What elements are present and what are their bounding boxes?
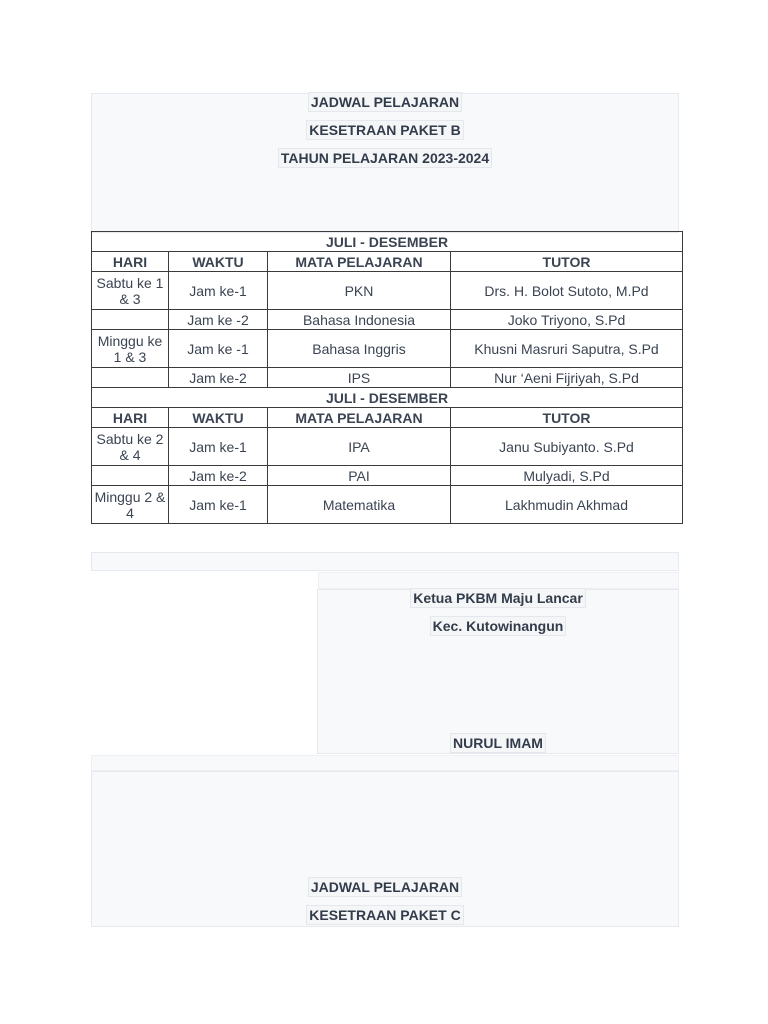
cell-hari: Sabtu ke 1 & 3: [92, 272, 169, 310]
cell-mapel: Bahasa Inggris: [268, 330, 451, 368]
cell-hari: Minggu 2 & 4: [92, 486, 169, 524]
cell-waktu: Jam ke -1: [169, 330, 268, 368]
cell-hari: [92, 368, 169, 388]
header-c-title: JADWAL PELAJARAN: [92, 879, 678, 895]
table-row: [92, 368, 683, 388]
cell-tutor: Mulyadi, S.Pd: [451, 466, 683, 486]
cell-mapel: Matematika: [268, 486, 451, 524]
table-row: [92, 272, 683, 310]
signature-name: NURUL IMAM: [318, 735, 678, 751]
header-c-block: [91, 771, 679, 927]
cell-waktu: Jam ke-2: [169, 466, 268, 486]
header-row: [92, 408, 683, 428]
cell-hari: [92, 310, 169, 330]
period-row: [92, 232, 683, 252]
col-mapel: MATA PELAJARAN: [268, 408, 451, 428]
signature-place: Kec. Kutowinangun: [318, 618, 678, 634]
table-row: [92, 330, 683, 368]
schedule-table: [91, 231, 683, 524]
cell-mapel: Bahasa Indonesia: [268, 310, 451, 330]
period-label: JULI - DESEMBER: [92, 388, 683, 408]
col-hari: HARI: [92, 408, 169, 428]
col-tutor: TUTOR: [451, 408, 683, 428]
cell-mapel: PAI: [268, 466, 451, 486]
separator-strip: [91, 552, 679, 571]
table-row: [92, 466, 683, 486]
cell-waktu: Jam ke -2: [169, 310, 268, 330]
table-row: [92, 486, 683, 524]
col-waktu: WAKTU: [169, 408, 268, 428]
cell-mapel: PKN: [268, 272, 451, 310]
period-row: [92, 388, 683, 408]
col-mapel: MATA PELAJARAN: [268, 252, 451, 272]
table-row: [92, 310, 683, 330]
cell-tutor: Janu Subiyanto. S.Pd: [451, 428, 683, 466]
col-tutor: TUTOR: [451, 252, 683, 272]
cell-waktu: Jam ke-1: [169, 428, 268, 466]
table-row: [92, 428, 683, 466]
signature-title: Ketua PKBM Maju Lancar: [318, 590, 678, 606]
cell-waktu: Jam ke-2: [169, 368, 268, 388]
cell-waktu: Jam ke-1: [169, 272, 268, 310]
cell-hari: [92, 466, 169, 486]
cell-hari: Minggu ke 1 & 3: [92, 330, 169, 368]
header-row: [92, 252, 683, 272]
header-b-year: TAHUN PELAJARAN 2023-2024: [92, 150, 678, 166]
cell-tutor: Khusni Masruri Saputra, S.Pd: [451, 330, 683, 368]
header-c-subtitle: KESETRAAN PAKET C: [92, 907, 678, 923]
cell-tutor: Nur ‘Aeni Fijriyah, S.Pd: [451, 368, 683, 388]
col-waktu: WAKTU: [169, 252, 268, 272]
header-b-subtitle: KESETRAAN PAKET B: [92, 122, 678, 138]
cell-tutor: Drs. H. Bolot Sutoto, M.Pd: [451, 272, 683, 310]
cell-tutor: Lakhmudin Akhmad: [451, 486, 683, 524]
header-b-block: [91, 93, 679, 233]
period-label: JULI - DESEMBER: [92, 232, 683, 252]
header-b-title: JADWAL PELAJARAN: [92, 94, 678, 110]
cell-waktu: Jam ke-1: [169, 486, 268, 524]
separator-strip: [91, 755, 679, 771]
col-hari: HARI: [92, 252, 169, 272]
cell-mapel: IPS: [268, 368, 451, 388]
cell-mapel: IPA: [268, 428, 451, 466]
cell-tutor: Joko Triyono, S.Pd: [451, 310, 683, 330]
cell-hari: Sabtu ke 2 & 4: [92, 428, 169, 466]
separator-strip: [318, 572, 679, 589]
signature-block: [317, 589, 679, 754]
